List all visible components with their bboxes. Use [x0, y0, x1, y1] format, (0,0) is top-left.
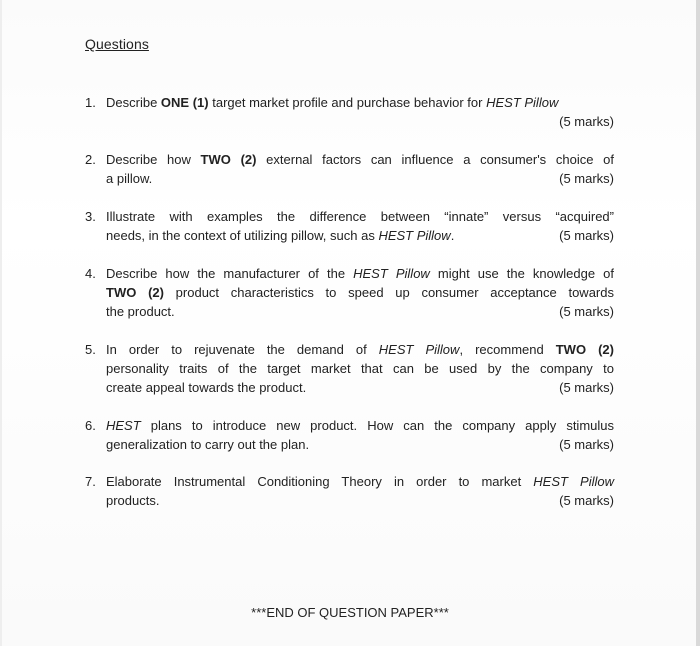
question-number: 3. — [85, 209, 96, 224]
page-left-edge — [0, 0, 2, 646]
question-line: a pillow. (5 marks) — [106, 171, 614, 186]
question-line: In order to rejuvenate the demand of HEST Pillow, recommend TWO (2) — [106, 342, 614, 357]
question-text — [106, 416, 614, 454]
question-line: Describe how TWO (2) external factors can influence a consumer's choice of — [106, 152, 614, 167]
question-number: 1. — [85, 95, 96, 110]
questions-heading: Questions — [85, 36, 149, 52]
question-line: Describe ONE (1) target market profile and purchase behavior for HEST Pillow — [106, 95, 559, 110]
question-text — [106, 93, 614, 131]
question-line: the product. (5 marks) — [106, 304, 614, 319]
question-line: products. (5 marks) — [106, 493, 614, 508]
question-line: HEST plans to introduce new product. How can the company apply stimulus — [106, 418, 614, 433]
question-number: 7. — [85, 474, 96, 489]
marks-label: (5 marks) — [559, 493, 614, 508]
question-line — [106, 112, 614, 131]
question-text — [106, 472, 614, 510]
question-line: needs, in the context of utilizing pillow, such as HEST Pillow. (5 marks) — [106, 228, 614, 243]
marks-label: (5 marks) — [559, 304, 614, 319]
question-line: generalization to carry out the plan. (5 marks) — [106, 437, 614, 452]
question-number: 4. — [85, 266, 96, 281]
marks-label: (5 marks) — [559, 437, 614, 452]
question-line: Describe how the manufacturer of the HEST Pillow might use the knowledge of — [106, 266, 614, 281]
question-text — [106, 150, 614, 188]
question-line: Elaborate Instrumental Conditioning Theory in order to market HEST Pillow — [106, 474, 614, 489]
question-text — [106, 264, 614, 321]
question-number: 2. — [85, 152, 96, 167]
question-number: 6. — [85, 418, 96, 433]
end-of-paper-text: ***END OF QUESTION PAPER*** — [251, 605, 449, 620]
page-right-edge — [696, 0, 700, 646]
question-number: 5. — [85, 342, 96, 357]
question-line: personality traits of the target market that can be used by the company to — [106, 361, 614, 376]
question-text — [106, 340, 614, 397]
question-line: Illustrate with examples the difference between “innate” versus “acquired” — [106, 209, 614, 224]
question-line: TWO (2) product characteristics to speed up consumer acceptance towards — [106, 285, 614, 300]
question-text — [106, 207, 614, 245]
marks-label: (5 marks) — [559, 228, 614, 243]
question-line: create appeal towards the product. (5 marks) — [106, 380, 614, 395]
marks-label: (5 marks) — [559, 114, 614, 129]
marks-label: (5 marks) — [559, 171, 614, 186]
marks-label: (5 marks) — [559, 380, 614, 395]
